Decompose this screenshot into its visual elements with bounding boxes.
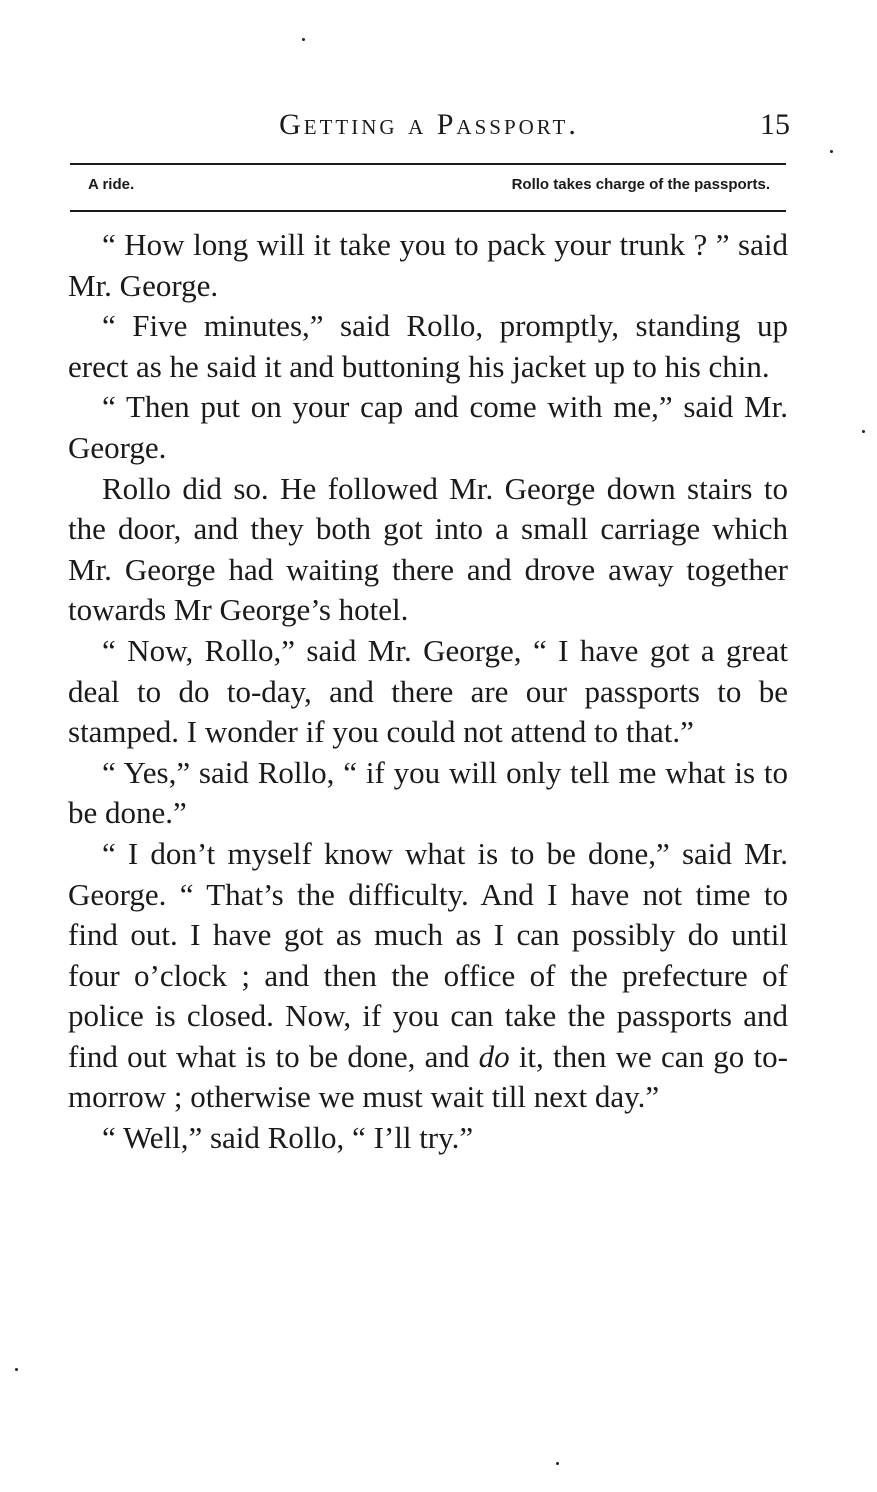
print-speck: [830, 150, 833, 153]
page-number: 15: [760, 108, 790, 141]
paragraph: “ Yes,” said Rollo, “ if you will only tell me what is to be done.”: [68, 754, 788, 831]
print-speck: [15, 1368, 18, 1371]
paragraph-text: it, then we can go to-morrow ; otherwise we must wait till next day.”: [68, 1038, 788, 1115]
body-text: [68, 225, 788, 1159]
print-speck: [556, 1462, 559, 1465]
header-rule-bottom: [70, 210, 786, 212]
paragraph-text: “ I don’t myself know what is to be done,” said Mr. George. “ That’s the difficulty. And I have not time to find out. I have got as much as I can possibly do until four o’clock ; and then the office of the prefecture of police is closed. Now, if you can take the passports and find out what is to be done, and: [68, 835, 788, 1074]
running-head: [68, 108, 790, 154]
marginal-notes: [88, 172, 770, 202]
paragraph: “ Well,” said Rollo, “ I’ll try.”: [102, 1120, 474, 1156]
paragraph: “ Now, Rollo,” said Mr. George, “ I have got a great deal to do to-day, and there are our passports to be stamped. I wonder if you could not attend to that.”: [68, 632, 788, 750]
print-speck: [862, 430, 865, 433]
sidenote-right: Rollo takes charge of the passports.: [511, 176, 770, 193]
emphasized-word: do: [478, 1038, 510, 1074]
paragraph: [68, 834, 788, 1118]
running-title: Getting a Passport.: [279, 108, 579, 141]
paragraph: “ Then put on your cap and come with me,” said Mr. George.: [68, 389, 788, 465]
sidenote-left: A ride.: [88, 176, 135, 193]
paragraph: “ Five minutes,” said Rollo, promptly, standing up erect as he said it and buttoning his jacket up to his chin.: [68, 308, 788, 384]
print-speck: [302, 38, 305, 41]
header-rule-top: [70, 163, 786, 165]
paragraph: Rollo did so. He followed Mr. George down stairs to the door, and they both got into a small carriage which Mr. George had waiting there and drove away together towards Mr George’s hotel.: [68, 470, 788, 628]
paragraph: “ How long will it take you to pack your trunk ? ” said Mr. George.: [68, 227, 788, 303]
